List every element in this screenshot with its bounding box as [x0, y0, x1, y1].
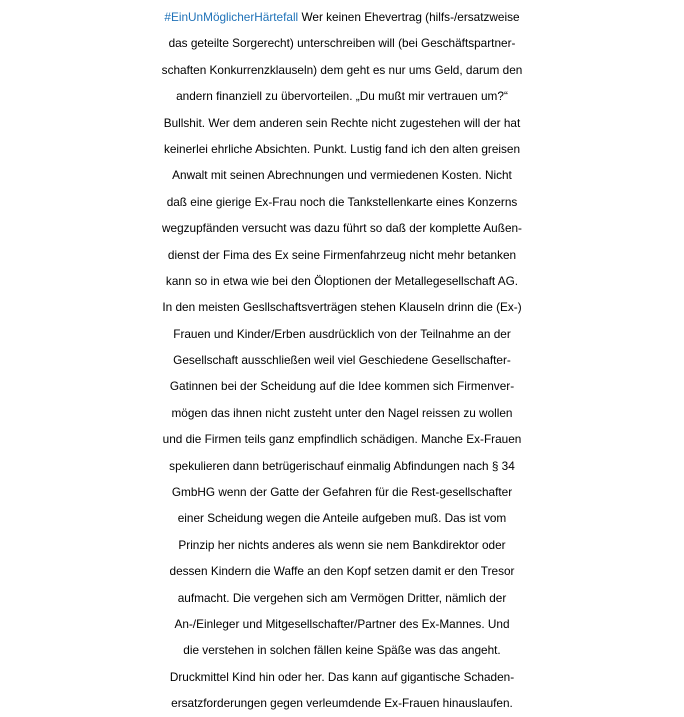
text-line: Gesellschaft ausschließen weil viel Geschiedene Gesellschafter- — [173, 353, 511, 368]
text-line: mögen das ihnen nicht zusteht unter den Nagel reissen zu wollen — [171, 405, 513, 420]
text-line: und die Firmen teils ganz empfindlich schädigen. Manche Ex-Frauen — [162, 432, 522, 447]
text-line: das geteilte Sorgerecht) unterschreiben will (bei Geschäftspartner- — [168, 36, 516, 51]
text-line: GmbHG wenn der Gatte der Gefahren für die Rest-gesellschafter — [171, 485, 513, 500]
text-line: An-/Einleger und Mitgesellschafter/Partner des Ex-Mannes. Und — [174, 616, 510, 631]
first-line-text: Wer keinen Ehevertrag (hilfs-/ersatzweise — [298, 10, 520, 24]
text-line: die verstehen in solchen fällen keine Späße was das angeht. — [183, 643, 501, 658]
text-line: einer Scheidung wegen die Anteile aufgeben muß. Das ist vom — [177, 511, 507, 526]
text-line: andern finanziell zu übervorteilen. „Du mußt mir vertrauen um?“ — [176, 89, 508, 104]
text-line: Druckmittel Kind hin oder her. Das kann auf gigantische Schaden- — [169, 669, 515, 684]
text-line-1 — [0, 4, 684, 30]
text-line: keinerlei ehrliche Absichten. Punkt. Lustig fand ich den alten greisen — [163, 141, 521, 156]
text-line: In den meisten Geslls​chaftsverträgen stehen Klauseln drinn die (Ex-) — [162, 300, 522, 315]
text-line: kann so in etwa wie bei den Öloptionen der Metallegesellschaft AG. — [165, 273, 519, 288]
text-line: dienst der Fima des Ex seine Firmenfahrzeug nicht mehr betanken — [167, 247, 517, 262]
text-line: Prinzip her nichts anderes als wenn sie nem Bankdirektor oder — [178, 537, 506, 552]
text-line: Bullshit. Wer dem anderen sein Rechte nicht zugestehen will der hat — [163, 115, 521, 130]
text-line: daß eine gierige Ex-Frau noch die Tankstellenkarte eines Konzerns — [166, 194, 518, 209]
text-line: schaften Konkurrenzklauseln) dem geht es nur ums Geld, darum den — [161, 62, 523, 77]
text-line: Gatinnen bei der Scheidung auf die Idee kommen sich Firmenver- — [169, 379, 515, 394]
text-line: ersatzforderungen gegen verleumdende Ex-Frauen hinauslaufen. — [171, 696, 513, 711]
text-line: Anwalt mit seinen Abrechnungen und vermiedenen Kosten. Nicht — [172, 168, 512, 183]
text-line: dessen Kindern die Waffe an den Kopf setzen damit er den Tresor — [169, 564, 515, 579]
hashtag-link[interactable]: #EinUnMöglicherHärtefall — [164, 10, 299, 24]
text-line: spekulieren dann betrügerischauf einmalig Abfindungen nach § 34 — [169, 458, 515, 473]
text-line: Frauen und Kinder/Erben ausdrücklich von der Teilnahme an der — [173, 326, 511, 341]
text-line: aufmacht. Die vergehen sich am Vermögen Dritter, nämlich der — [177, 590, 507, 605]
text-line: wegzupfänden versucht was dazu führt so daß der komplette Außen- — [161, 221, 522, 236]
